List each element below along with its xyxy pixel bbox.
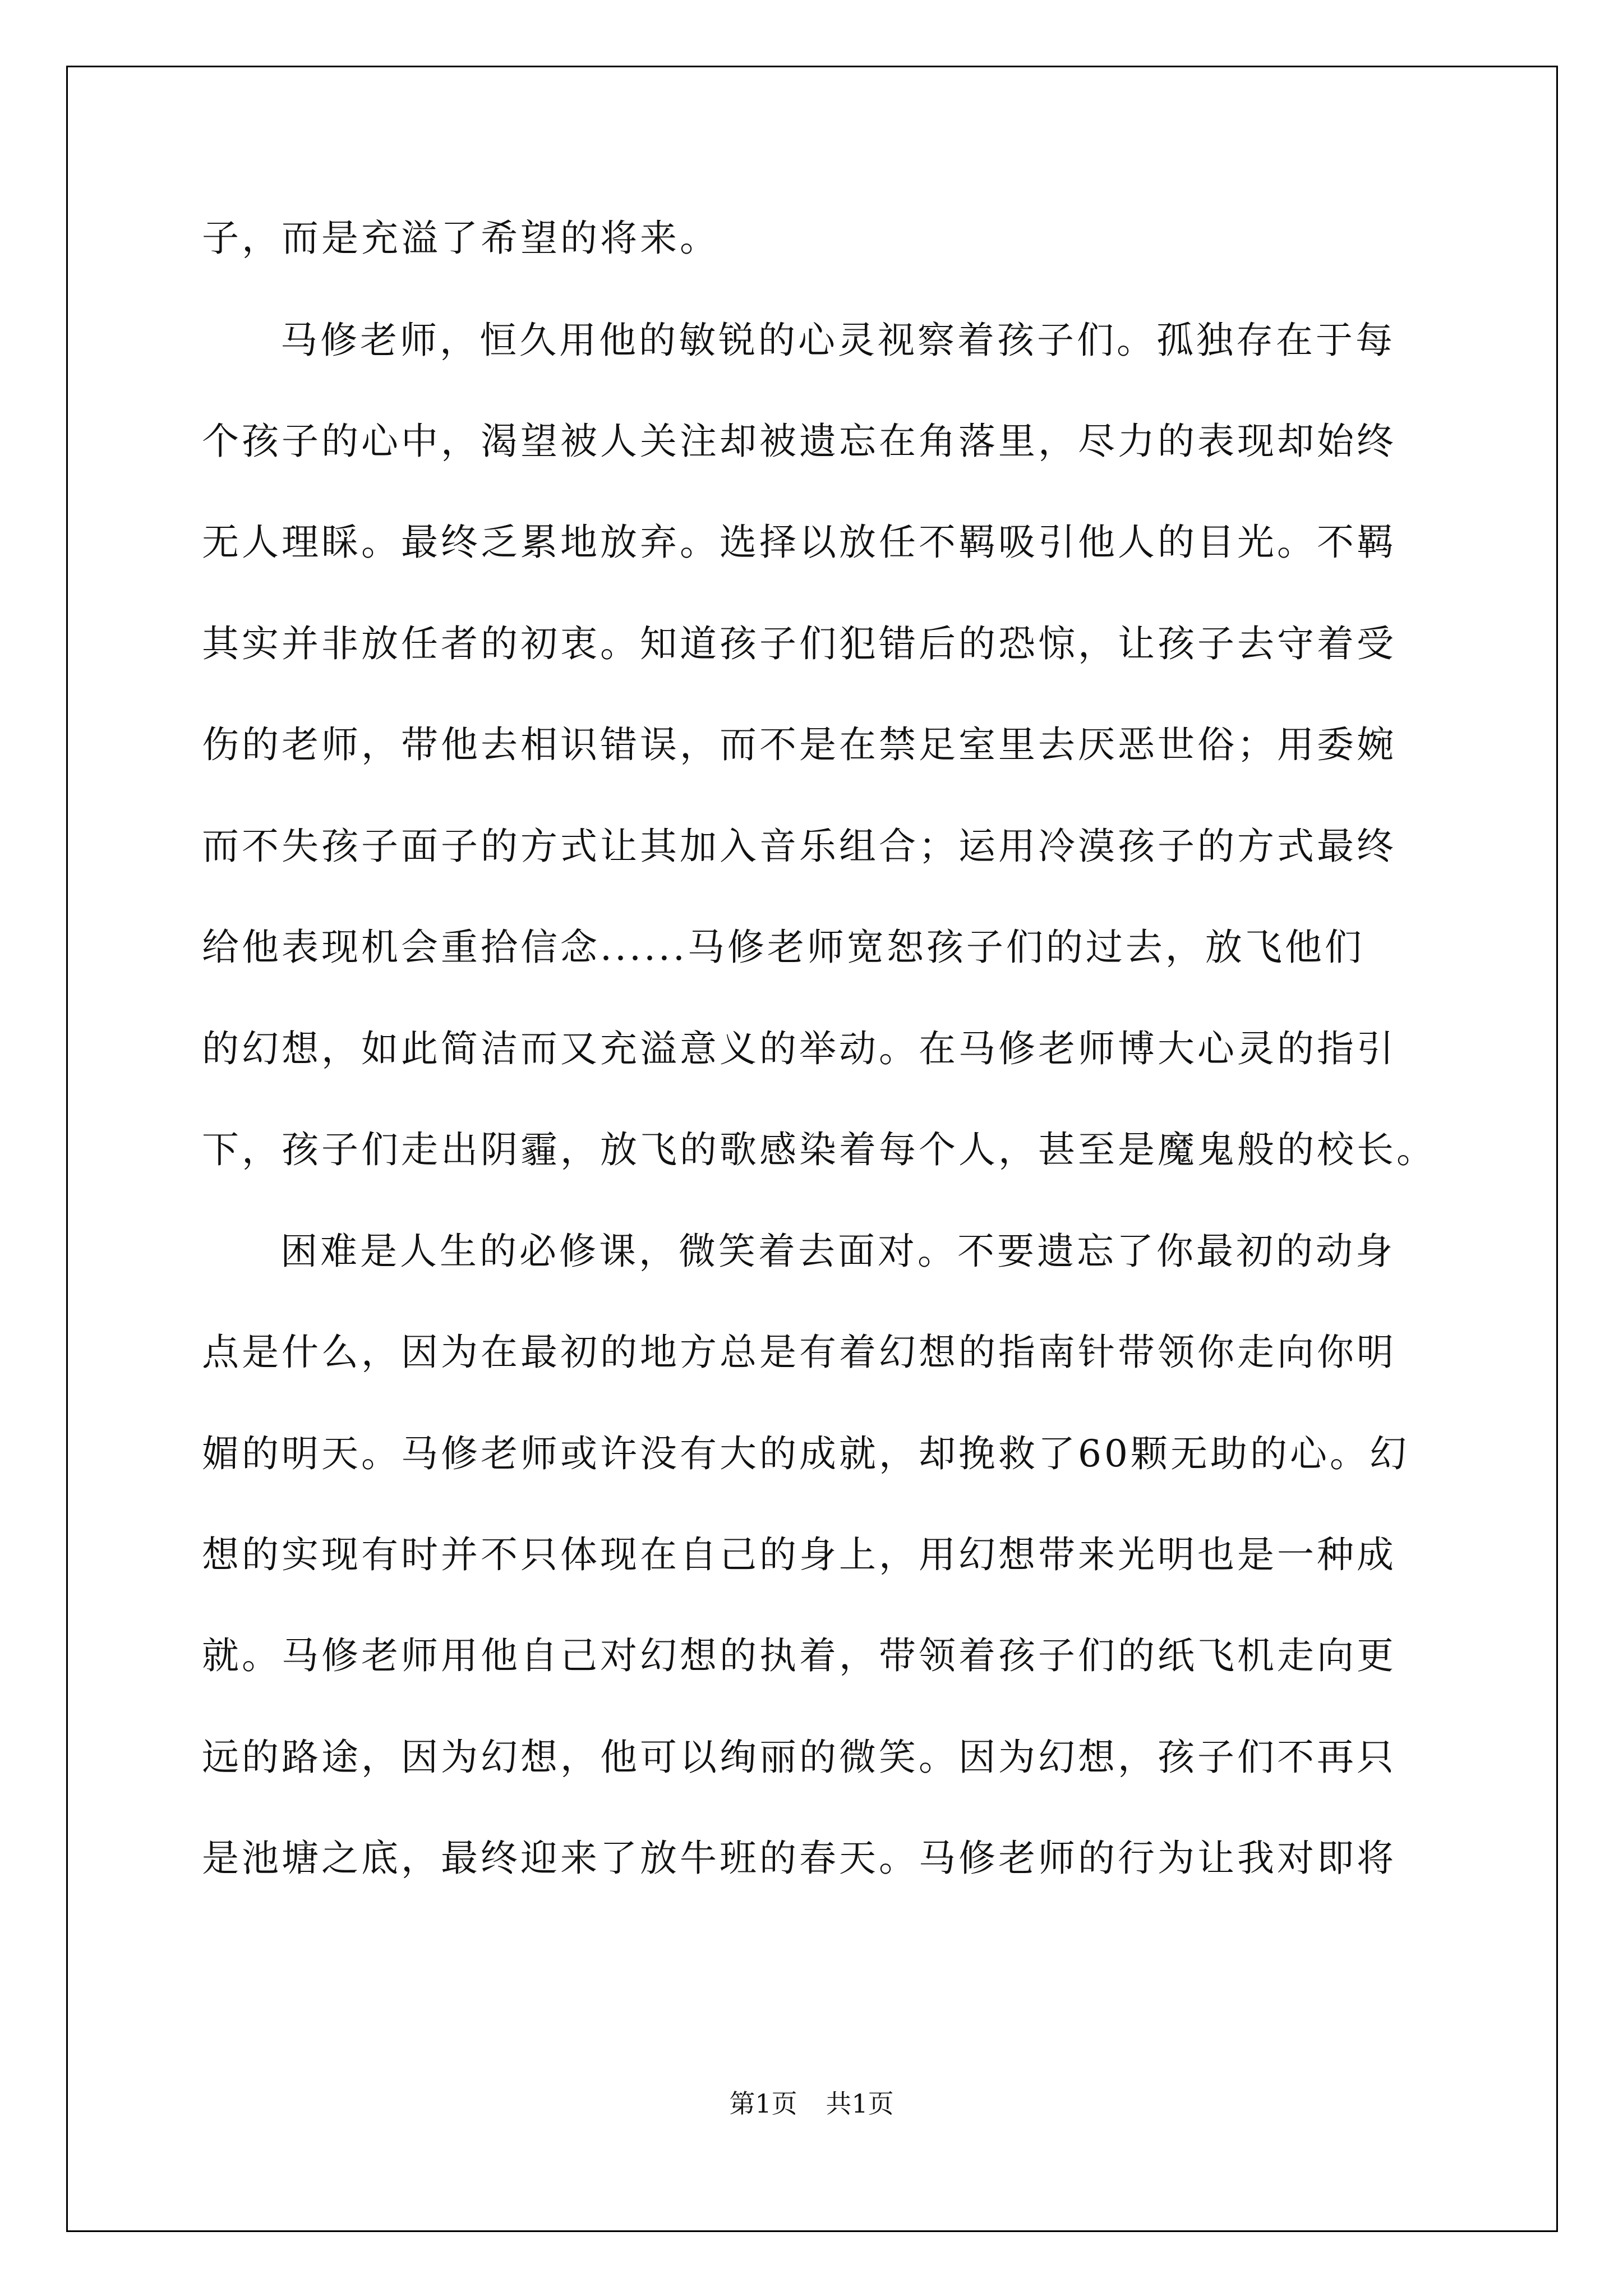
text-line-15: 就。马修老师用他自己对幻想的执着，带领着孩子们的纸飞机走向更 [202,1634,1396,1677]
text-line-3: 个孩子的心中，渴望被人关注却被遗忘在角落里，尽力的表现却始终 [202,420,1396,463]
page-total: 共1页 [826,2088,894,2119]
text-line-7: 而不失孩子面子的方式让其加入音乐组合；运用冷漠孩子的方式最终 [202,825,1396,868]
text-line-13: 媚的明天。马修老师或许没有大的成就，却挽救了60颗无助的心。幻 [202,1432,1409,1475]
text-line-4: 无人理睬。最终乏累地放弃。选择以放任不羁吸引他人的目光。不羁 [202,521,1396,564]
text-line-9: 的幻想，如此简洁而又充溢意义的举动。在马修老师博大心灵的指引 [202,1027,1396,1070]
text-line-2: 马修老师，恒久用他的敏锐的心灵视察着孩子们。孤独存在于每 [280,319,1395,362]
text-line-14: 想的实现有时并不只体现在自己的身上，用幻想带来光明也是一种成 [202,1533,1396,1576]
text-line-17: 是池塘之底，最终迎来了放牛班的春天。马修老师的行为让我对即将 [202,1837,1396,1880]
text-line-16: 远的路途，因为幻想，他可以绚丽的微笑。因为幻想，孩子们不再只 [202,1736,1396,1779]
text-line-10: 下，孩子们走出阴霾，放飞的歌感染着每个人，甚至是魔鬼般的校长。 [202,1128,1436,1171]
text-line-5: 其实并非放任者的初衷。知道孩子们犯错后的恐惊，让孩子去守着受 [202,622,1396,665]
text-line-8: 给他表现机会重拾信念......马修老师宽恕孩子们的过去，放飞他们 [202,926,1364,969]
text-line-1: 子，而是充溢了希望的将来。 [202,217,720,260]
page-number: 第1页 [729,2088,797,2119]
page-footer [0,2087,1623,2120]
text-line-11: 困难是人生的必修课，微笑着去面对。不要遗忘了你最初的动身 [280,1230,1395,1273]
text-line-12: 点是什么，因为在最初的地方总是有着幻想的指南针带领你走向你明 [202,1331,1396,1374]
text-line-6: 伤的老师，带他去相识错误，而不是在禁足室里去厌恶世俗；用委婉 [202,723,1396,766]
